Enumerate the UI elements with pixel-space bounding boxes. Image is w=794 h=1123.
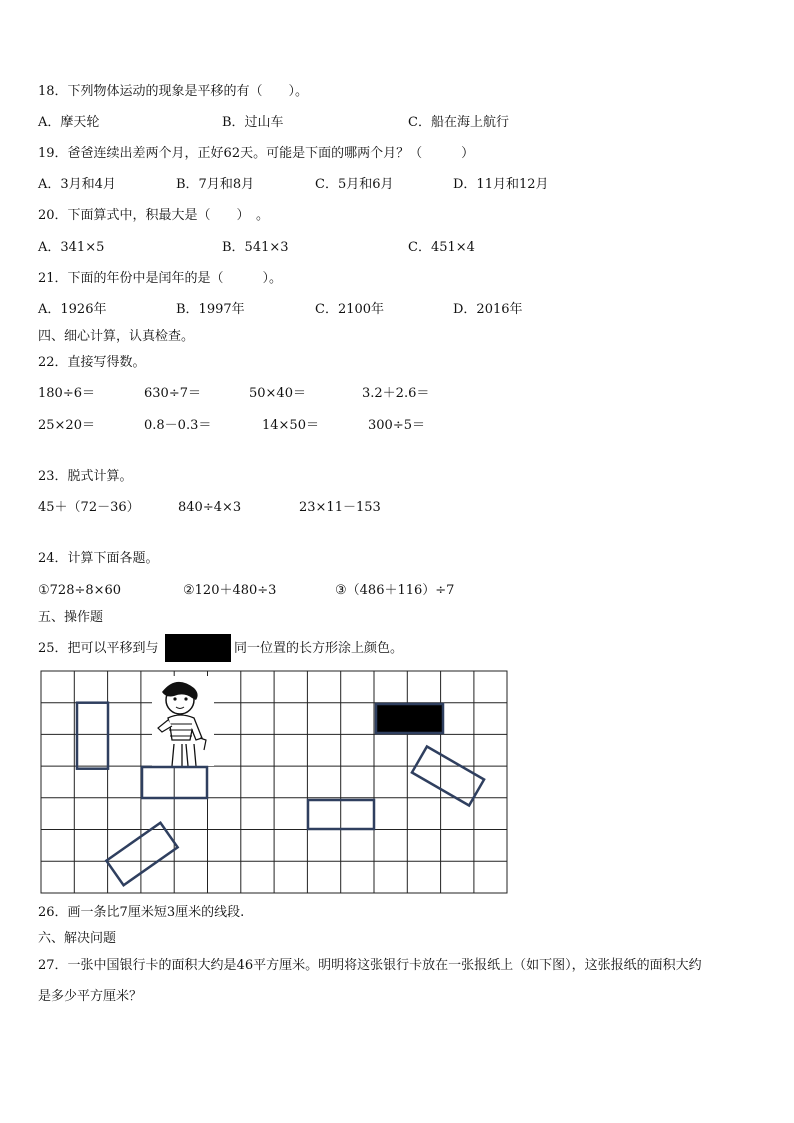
q22-r1-item3: 50×40＝ (249, 386, 306, 401)
q25-reference-rectangle (165, 634, 231, 662)
section-4-heading: 四、细心计算，认真检查。 (38, 329, 195, 344)
rect-vertical-left (77, 703, 108, 769)
q22-stem: 22．直接写得数。 (38, 355, 146, 370)
q23-item2: 840÷4×3 (178, 500, 242, 515)
q19-option-d[interactable]: D．11月和12月 (453, 177, 549, 192)
q20-option-b[interactable]: B．541×3 (222, 240, 289, 255)
q24-item3: ③（486＋116）÷7 (335, 583, 455, 598)
q23-item1: 45＋（72－36） (38, 500, 140, 515)
q23-item3: 23×11－153 (299, 500, 381, 515)
section-5-heading: 五、操作题 (38, 610, 104, 625)
q20-option-a[interactable]: A．341×5 (38, 240, 105, 255)
q26-stem: 26．画一条比7厘米短3厘米的线段. (38, 905, 245, 920)
q21-stem: 21．下面的年份中是闰年的是（ ）。 (38, 271, 283, 286)
rect-tilted-bottom-left (106, 823, 177, 885)
q27-line2: 是多少平方厘米？ (38, 989, 143, 1004)
q24-stem: 24．计算下面各题。 (38, 551, 159, 566)
q24-item1: ①728÷8×60 (38, 583, 122, 598)
q20-stem: 20．下面算式中，积最大是（ ） 。 (38, 208, 270, 223)
q27-line1: 27．一张中国银行卡的面积大约是46平方厘米。明明将这张银行卡放在一张报纸上（如下图），这张报纸的面积大约 (38, 958, 702, 973)
q22-r1-item4: 3.2＋2.6＝ (362, 386, 430, 401)
q22-r1-item2: 630÷7＝ (144, 386, 201, 401)
q22-r2-item3: 14×50＝ (262, 418, 319, 433)
q25-stem-after: 同一位置的长方形涂上颜色。 (234, 641, 404, 656)
q21-option-c[interactable]: C．2100年 (315, 302, 385, 317)
q23-stem: 23．脱式计算。 (38, 469, 133, 484)
q19-option-b[interactable]: B．7月和8月 (176, 177, 255, 192)
q22-r2-item4: 300÷5＝ (368, 418, 425, 433)
q22-r1-item1: 180÷6＝ (38, 386, 95, 401)
q24-item2: ②120＋480÷3 (183, 583, 277, 598)
q19-option-c[interactable]: C．5月和6月 (315, 177, 394, 192)
q22-r2-item1: 25×20＝ (38, 418, 95, 433)
q21-option-d[interactable]: D．2016年 (453, 302, 523, 317)
q22-r2-item2: 0.8－0.3＝ (144, 418, 212, 433)
rect-tilted-right (412, 747, 484, 806)
q18-stem: 18．下列物体运动的现象是平移的有（ ）。 (38, 84, 309, 99)
q21-option-a[interactable]: A．1926年 (38, 302, 107, 317)
section-6-heading: 六、解决问题 (38, 931, 117, 946)
q18-option-c[interactable]: C．船在海上航行 (408, 115, 509, 130)
q18-option-a[interactable]: A．摩天轮 (38, 115, 100, 130)
boy-illustration (152, 676, 214, 766)
q21-option-b[interactable]: B．1997年 (176, 302, 245, 317)
translation-grid-figure (40, 670, 510, 896)
q25-stem-before: 25．把可以平移到与 (38, 641, 159, 656)
q20-option-c[interactable]: C．451×4 (408, 240, 475, 255)
grid-rectangles (77, 703, 484, 886)
rect-filled-target (376, 704, 443, 733)
q19-option-a[interactable]: A．3月和4月 (38, 177, 116, 192)
q18-option-b[interactable]: B．过山车 (222, 115, 284, 130)
q19-stem: 19．爸爸连续出差两个月，正好62天。可能是下面的哪两个月？（ ） (38, 146, 475, 161)
